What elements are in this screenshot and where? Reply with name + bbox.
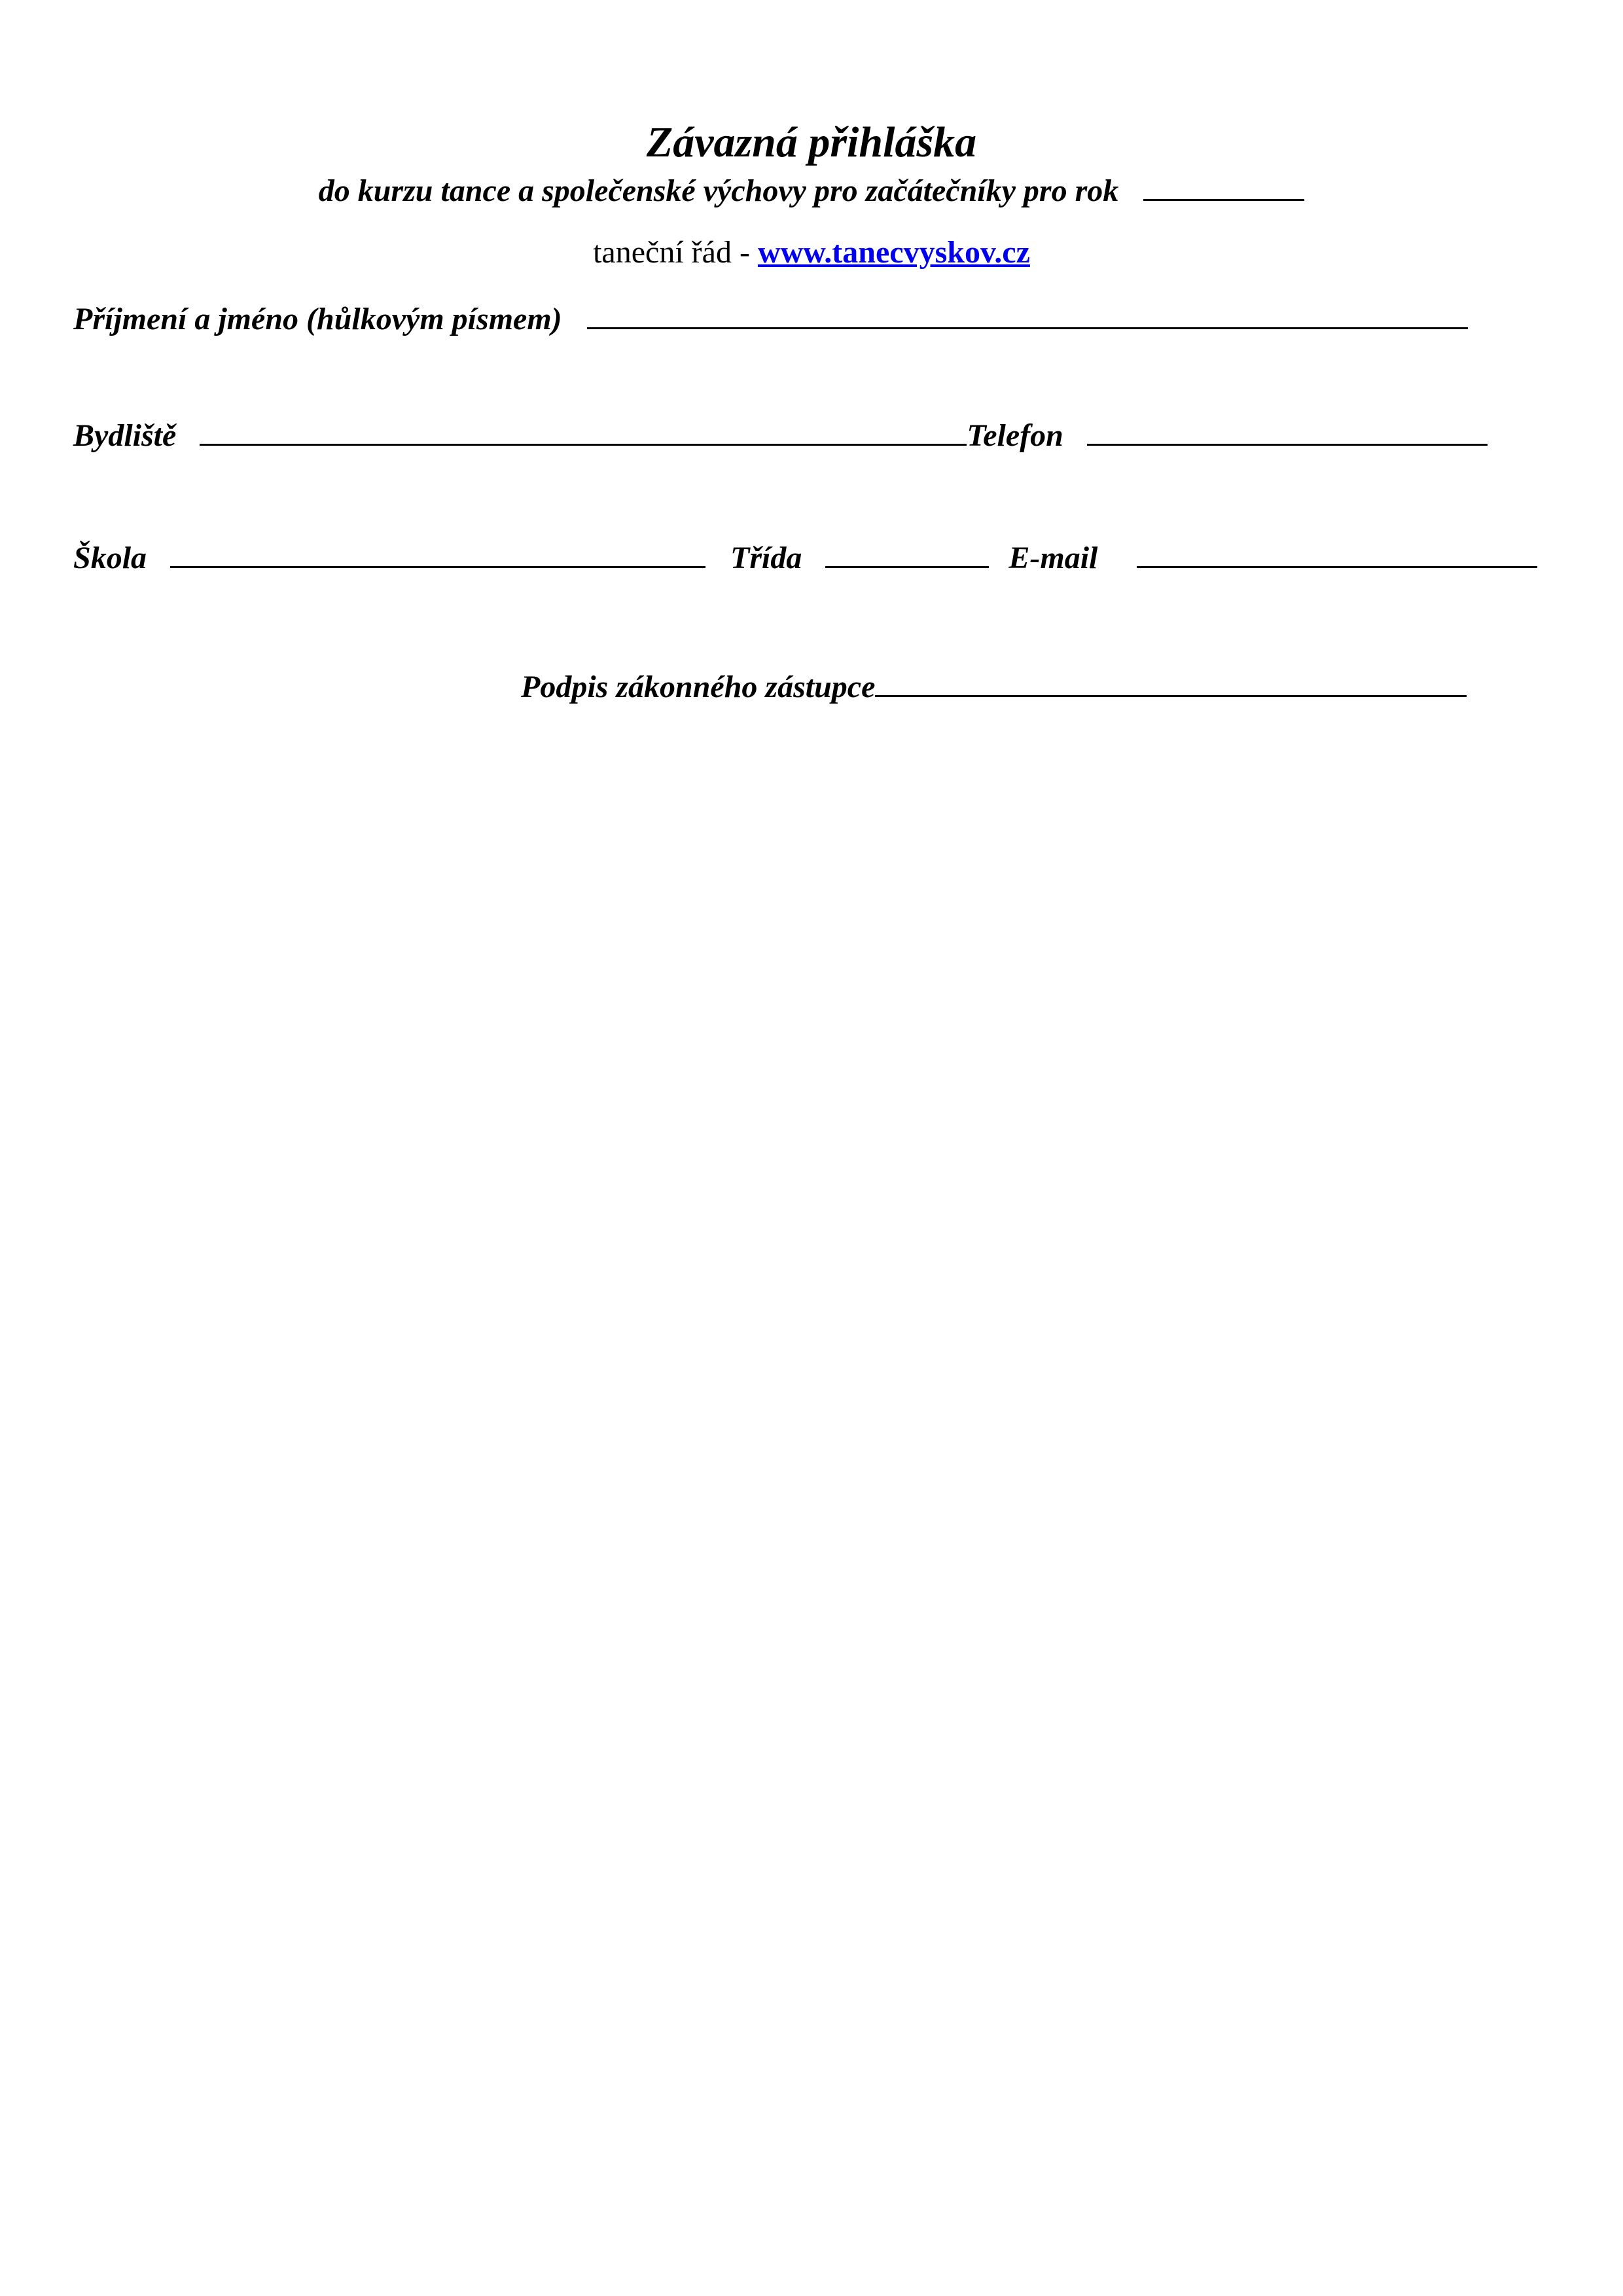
signature-label: Podpis zákonného zástupce [521, 670, 876, 704]
name-label: Příjmení a jméno (hůlkovým písmem) [73, 302, 562, 336]
name-blank[interactable] [587, 298, 1468, 329]
dance-rules-line [0, 233, 1623, 272]
email-blank[interactable] [1137, 537, 1537, 568]
address-blank[interactable] [200, 415, 967, 446]
email-label: E-mail [1008, 541, 1098, 575]
signature-blank[interactable] [875, 666, 1467, 697]
school-label: Škola [73, 541, 147, 575]
subtitle-text: do kurzu tance a společenské výchovy pro začátečníky pro rok [318, 173, 1119, 208]
year-blank[interactable] [1143, 169, 1304, 201]
phone-label: Telefon [967, 418, 1063, 453]
phone-blank[interactable] [1087, 415, 1488, 446]
school-row [73, 537, 1537, 578]
school-blank[interactable] [170, 537, 705, 568]
dance-rules-link[interactable]: www.tanecvyskov.cz [757, 235, 1030, 270]
form-title: Závazná přihláška [646, 118, 977, 166]
class-label: Třída [730, 541, 802, 575]
form-subtitle [0, 169, 1623, 211]
name-row [73, 298, 1468, 339]
signature-row [521, 666, 1467, 707]
class-blank[interactable] [825, 537, 989, 568]
dance-rules-prefix: taneční řád - [593, 235, 758, 270]
address-label: Bydliště [73, 418, 177, 453]
address-row [73, 415, 1488, 456]
